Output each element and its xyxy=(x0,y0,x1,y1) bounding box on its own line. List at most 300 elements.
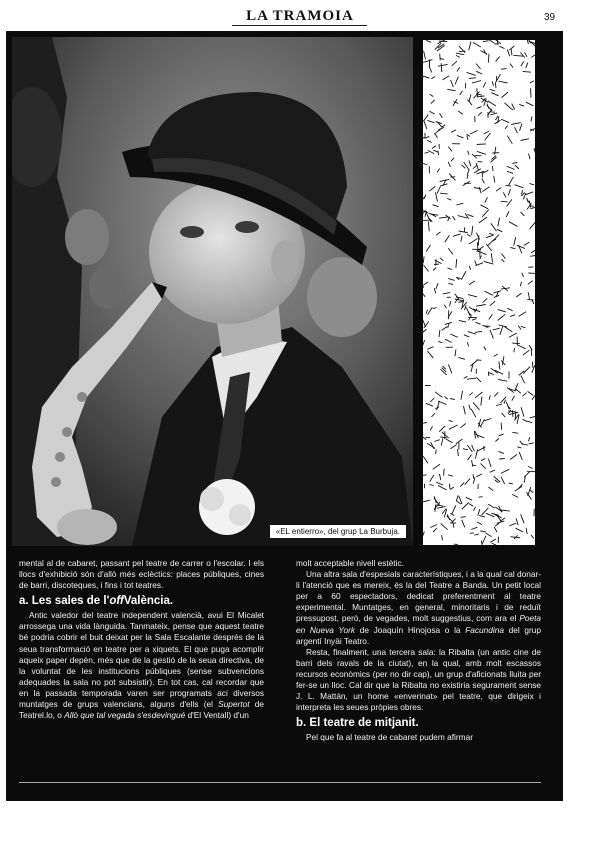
confetti-dash xyxy=(510,64,513,68)
confetti-dash xyxy=(469,94,471,102)
confetti-dash xyxy=(496,57,500,62)
confetti-dash xyxy=(469,42,471,51)
confetti-dash xyxy=(501,510,510,511)
confetti-dash xyxy=(490,539,496,542)
confetti-dash xyxy=(438,151,439,156)
masthead-rule xyxy=(232,25,367,26)
confetti-dash xyxy=(484,419,492,421)
confetti-dash xyxy=(473,165,477,169)
photo-saxophonist xyxy=(12,37,413,546)
confetti-dash xyxy=(450,399,455,400)
confetti-dash xyxy=(495,438,499,441)
confetti-dash xyxy=(519,104,524,106)
confetti-dash xyxy=(467,445,472,452)
confetti-dash xyxy=(468,455,472,461)
confetti-dash xyxy=(491,223,497,231)
confetti-dash xyxy=(493,328,500,330)
confetti-dash xyxy=(501,469,509,473)
confetti-dash xyxy=(469,281,475,285)
confetti-dash xyxy=(521,326,526,327)
confetti-dash xyxy=(428,221,429,231)
confetti-dash xyxy=(448,162,450,167)
confetti-dash xyxy=(462,520,465,528)
confetti-dash xyxy=(462,165,466,169)
confetti-dash xyxy=(489,395,490,399)
confetti-dash xyxy=(447,198,451,200)
confetti-dash xyxy=(500,326,503,335)
confetti-dash xyxy=(465,478,470,484)
confetti-dash xyxy=(440,113,443,118)
confetti-dash xyxy=(468,295,477,297)
confetti-dash xyxy=(442,125,445,128)
confetti-dash xyxy=(430,525,437,528)
confetti-dash xyxy=(423,456,428,463)
confetti-dash xyxy=(467,234,471,236)
confetti-dash xyxy=(441,63,442,72)
confetti-dash xyxy=(451,158,454,162)
confetti-dash xyxy=(476,434,485,438)
confetti-dash xyxy=(498,379,507,381)
confetti-dash xyxy=(526,528,527,534)
p2-title-1: Poeta en Nueva York xyxy=(296,613,541,635)
article-column-right xyxy=(296,558,541,743)
confetti-dash xyxy=(513,55,523,56)
confetti-dash xyxy=(512,343,520,344)
confetti-dash xyxy=(479,217,487,223)
confetti-dash xyxy=(531,348,532,356)
confetti-dash xyxy=(447,89,456,91)
confetti-dash xyxy=(433,268,436,271)
confetti-dash xyxy=(459,320,466,322)
confetti-dash xyxy=(505,327,513,332)
confetti-dash xyxy=(512,396,515,401)
confetti-dash xyxy=(484,346,486,350)
confetti-dash xyxy=(466,308,470,316)
confetti-dash xyxy=(515,127,518,133)
confetti-dash xyxy=(472,226,473,235)
confetti-dash xyxy=(444,305,446,308)
confetti-dash xyxy=(439,426,445,432)
confetti-dash xyxy=(457,67,460,71)
confetti-dash xyxy=(530,222,535,229)
confetti-dash xyxy=(484,131,489,134)
confetti-dash xyxy=(476,64,480,69)
confetti-dash xyxy=(519,452,522,460)
confetti-dash xyxy=(451,130,456,133)
confetti-dash xyxy=(452,61,457,66)
confetti-dash xyxy=(529,443,534,444)
confetti-dash xyxy=(530,183,535,185)
confetti-dash xyxy=(440,54,441,61)
confetti-dash xyxy=(498,309,506,312)
confetti-dash xyxy=(430,214,438,215)
confetti-dash xyxy=(485,133,491,141)
bottom-rule xyxy=(19,782,541,783)
confetti-dash xyxy=(491,253,492,262)
confetti-dash xyxy=(440,437,447,438)
confetti-dash xyxy=(475,260,477,265)
confetti-dash xyxy=(528,281,533,285)
masthead-title: LA TRAMOIA xyxy=(246,8,354,24)
confetti-dash xyxy=(472,154,477,158)
confetti-dash xyxy=(522,190,523,194)
confetti-dash xyxy=(516,528,524,532)
confetti-dash xyxy=(481,419,484,425)
confetti-dash xyxy=(477,151,486,154)
confetti-dash xyxy=(433,205,439,207)
confetti-dash xyxy=(521,139,529,141)
confetti-dash xyxy=(423,163,427,165)
confetti-dash xyxy=(504,103,510,108)
confetti-dash xyxy=(423,75,430,78)
confetti-dash xyxy=(523,350,530,355)
confetti-dash xyxy=(428,307,433,315)
confetti-dash xyxy=(423,329,427,334)
confetti-dash xyxy=(469,392,472,395)
confetti-dash xyxy=(426,40,431,42)
confetti-dash xyxy=(458,111,463,114)
confetti-dash xyxy=(477,522,482,525)
confetti-dash xyxy=(469,316,472,321)
confetti-dash xyxy=(436,449,437,454)
confetti-dash xyxy=(515,389,521,394)
confetti-dash xyxy=(473,507,475,511)
confetti-dash xyxy=(427,140,432,142)
confetti-dash xyxy=(461,271,466,280)
confetti-dash xyxy=(423,265,428,272)
confetti-dash xyxy=(502,92,509,98)
confetti-dash xyxy=(512,432,518,433)
confetti-dash xyxy=(486,244,491,251)
confetti-dash xyxy=(467,169,469,175)
confetti-dash xyxy=(490,301,495,306)
confetti-dash xyxy=(499,362,500,370)
confetti-dash xyxy=(488,487,493,491)
heading-a-text: a. Les sales de l' xyxy=(19,595,110,608)
confetti-dash xyxy=(443,76,450,80)
confetti-dash xyxy=(430,94,434,96)
confetti-dash xyxy=(463,449,468,450)
confetti-dash xyxy=(498,314,506,320)
confetti-dash xyxy=(445,339,452,342)
confetti-dash xyxy=(440,258,443,261)
confetti-dash xyxy=(458,449,459,456)
confetti-dash xyxy=(528,273,535,274)
confetti-dash xyxy=(442,535,443,540)
confetti-dash xyxy=(457,501,462,504)
confetti-dash xyxy=(526,192,533,195)
confetti-dash xyxy=(521,62,524,67)
confetti-dash xyxy=(506,402,509,410)
confetti-dash xyxy=(426,310,428,314)
confetti-pattern xyxy=(423,40,535,545)
confetti-dash xyxy=(509,523,516,526)
confetti-dash xyxy=(469,239,477,244)
confetti-dash xyxy=(485,197,488,202)
confetti-dash xyxy=(432,146,436,149)
confetti-dash xyxy=(482,536,486,544)
confetti-dash xyxy=(450,301,451,306)
confetti-dash xyxy=(431,77,435,79)
confetti-dash xyxy=(501,477,505,484)
confetti-dash xyxy=(509,412,518,414)
confetti-dash xyxy=(476,474,482,477)
confetti-dash xyxy=(527,299,533,300)
confetti-dash xyxy=(424,120,427,129)
confetti-dash xyxy=(464,335,469,337)
confetti-dash xyxy=(455,77,458,85)
confetti-dash xyxy=(528,391,534,395)
confetti-dash xyxy=(478,251,487,254)
confetti-dash xyxy=(456,55,460,57)
confetti-dash xyxy=(484,291,493,295)
confetti-dash xyxy=(430,398,434,402)
confetti-dash xyxy=(436,232,441,235)
confetti-dash xyxy=(495,523,499,526)
confetti-dash xyxy=(440,179,450,181)
confetti-dash xyxy=(426,245,430,252)
confetti-dash xyxy=(441,523,448,529)
confetti-dash xyxy=(457,135,464,137)
confetti-dash xyxy=(456,203,463,205)
confetti-dash xyxy=(490,89,496,91)
confetti-dash xyxy=(456,495,458,501)
confetti-dash xyxy=(429,66,432,73)
confetti-dash xyxy=(466,497,472,500)
confetti-dash xyxy=(472,445,475,451)
confetti-dash xyxy=(518,326,521,330)
p2-mid: de Joaquín Hinojosa o la xyxy=(355,624,466,635)
confetti-dash xyxy=(519,312,526,317)
confetti-dash xyxy=(496,116,499,120)
confetti-dash xyxy=(488,459,491,467)
confetti-dash xyxy=(474,92,480,99)
confetti-dash xyxy=(467,214,473,216)
confetti-dash xyxy=(481,397,482,406)
confetti-dash xyxy=(525,52,528,57)
confetti-dash xyxy=(467,175,468,179)
confetti-dash xyxy=(509,46,514,50)
confetti-dash xyxy=(501,423,502,430)
confetti-dash xyxy=(523,71,531,72)
paragraph-cabaret: Pel que fa al teatre de cabaret pudem afirmar xyxy=(306,732,473,743)
confetti-dash xyxy=(450,334,458,337)
confetti-dash xyxy=(444,469,445,476)
confetti-dash xyxy=(459,231,468,233)
confetti-dash xyxy=(436,283,438,289)
p1-title-2: Allò que tal vegada s'esdevingué xyxy=(64,710,186,721)
confetti-dash xyxy=(456,259,457,268)
photo-caption: «EL entierro», del grup La Burbuja. xyxy=(269,524,407,539)
confetti-dash xyxy=(464,376,468,378)
confetti-dash xyxy=(467,378,476,379)
confetti-dash xyxy=(471,409,476,417)
confetti-dash xyxy=(451,445,457,449)
confetti-dash xyxy=(491,93,498,96)
confetti-dash xyxy=(444,397,447,400)
confetti-dash xyxy=(515,165,519,169)
confetti-dash xyxy=(468,332,476,335)
confetti-dash xyxy=(456,53,464,55)
confetti-dash xyxy=(531,535,534,538)
confetti-dash xyxy=(502,259,505,262)
confetti-dash xyxy=(494,392,498,396)
confetti-dash xyxy=(439,330,440,337)
confetti-dash xyxy=(438,485,447,490)
confetti-dash xyxy=(424,282,428,285)
confetti-dash xyxy=(500,518,505,521)
confetti-dash xyxy=(476,305,486,307)
confetti-dash xyxy=(478,509,480,516)
confetti-dash xyxy=(521,514,525,523)
confetti-dash xyxy=(504,400,506,404)
confetti-dash xyxy=(473,402,480,410)
confetti-dash xyxy=(440,474,441,480)
confetti-dash xyxy=(464,406,466,414)
confetti-dash xyxy=(423,500,430,502)
confetti-dash xyxy=(521,212,525,216)
confetti-dash xyxy=(523,393,527,396)
confetti-dash xyxy=(452,505,456,514)
confetti-dash xyxy=(526,102,534,106)
confetti-dash xyxy=(521,376,525,384)
paragraph-intro: mental al de cabaret, passant pel teatre de carrer o l'escolar. I els llocs d'exhibició són d'allò més eclèctics: places públiques, cines de barri, discoteques, i fins i tot teatres. xyxy=(19,558,264,591)
confetti-dash xyxy=(465,305,467,310)
confetti-dash xyxy=(518,484,522,489)
confetti-dash xyxy=(512,104,515,110)
decorative-pattern-panel xyxy=(423,40,535,545)
confetti-dash xyxy=(507,136,512,144)
confetti-dash xyxy=(520,53,524,58)
confetti-dash xyxy=(469,307,475,311)
confetti-dash xyxy=(499,81,508,83)
paragraph-micalet xyxy=(19,610,264,721)
confetti-dash xyxy=(502,413,506,417)
confetti-dash xyxy=(531,53,535,57)
confetti-dash xyxy=(492,543,499,545)
confetti-dash xyxy=(423,532,424,537)
confetti-dash xyxy=(496,404,502,406)
confetti-dash xyxy=(423,340,425,345)
confetti-dash xyxy=(435,392,442,398)
confetti-dash xyxy=(430,111,435,114)
confetti-dash xyxy=(502,254,506,259)
confetti-dash xyxy=(438,341,442,342)
confetti-dash xyxy=(449,425,458,429)
confetti-dash xyxy=(476,163,478,170)
confetti-dash xyxy=(427,443,435,448)
confetti-dash xyxy=(530,206,534,207)
confetti-dash xyxy=(455,294,458,299)
confetti-dash xyxy=(526,63,528,68)
confetti-dash xyxy=(427,120,434,122)
confetti-dash xyxy=(476,377,481,382)
confetti-dash xyxy=(490,470,495,472)
confetti-dash xyxy=(427,351,433,358)
confetti-dash xyxy=(423,423,427,424)
confetti-dash xyxy=(510,108,514,110)
confetti-dash xyxy=(506,211,509,217)
confetti-dash xyxy=(459,51,466,52)
confetti-dash xyxy=(515,185,524,188)
confetti-dash xyxy=(477,144,486,145)
confetti-dash xyxy=(461,236,462,242)
confetti-dash xyxy=(424,51,426,60)
confetti-dash xyxy=(473,43,481,48)
confetti-dash xyxy=(483,82,486,87)
confetti-dash xyxy=(480,51,487,55)
confetti-dash xyxy=(474,534,479,535)
confetti-dash xyxy=(530,416,535,418)
confetti-dash xyxy=(434,440,439,442)
confetti-dash xyxy=(529,154,531,160)
confetti-dash xyxy=(433,528,437,532)
confetti-dash xyxy=(433,464,440,469)
paragraph-ribalta: Resta, finalment, una tercera sala: la Ribalta (un antic cine de barri dels ravals de la ciutat), en la qual, amb molt escassos recursos econòmics (per no dir cap), un grup d'aficionats lluita per fer-se un lloc. Cal dir que la Ribalta no existiria segurament sense J. L. Mattán, un home «enverinat» pel teatre, que dirigeix i interpreta les seues pròpies obres. xyxy=(296,646,541,713)
confetti-dash xyxy=(441,438,443,445)
confetti-dash xyxy=(453,234,461,236)
confetti-dash xyxy=(458,357,465,359)
confetti-dash xyxy=(437,40,446,44)
confetti-dash xyxy=(494,120,500,124)
confetti-dash xyxy=(448,268,453,269)
confetti-dash xyxy=(437,401,440,410)
confetti-dash xyxy=(455,349,456,356)
confetti-dash xyxy=(520,282,521,286)
confetti-dash xyxy=(471,527,477,529)
confetti-dash xyxy=(477,88,478,97)
confetti-dash xyxy=(522,273,524,277)
confetti-dash xyxy=(489,314,493,319)
confetti-dash xyxy=(510,454,517,459)
confetti-dash xyxy=(448,248,453,254)
confetti-dash xyxy=(434,264,439,265)
confetti-dash xyxy=(425,152,429,153)
confetti-dash xyxy=(481,458,485,460)
confetti-dash xyxy=(498,451,504,453)
confetti-dash xyxy=(494,527,497,532)
confetti-dash xyxy=(431,413,435,417)
confetti-dash xyxy=(448,283,453,284)
confetti-dash xyxy=(429,186,435,191)
confetti-dash xyxy=(482,187,489,192)
confetti-dash xyxy=(461,391,463,400)
confetti-dash xyxy=(501,69,506,70)
confetti-dash xyxy=(520,124,522,131)
heading-a-italic: off xyxy=(109,595,124,608)
confetti-dash xyxy=(472,460,473,467)
confetti-dash xyxy=(462,503,469,510)
confetti-dash xyxy=(460,91,463,95)
confetti-dash xyxy=(423,60,432,63)
confetti-dash xyxy=(511,50,512,56)
confetti-dash xyxy=(475,322,480,324)
confetti-dash xyxy=(522,419,527,421)
confetti-dash xyxy=(524,242,530,245)
confetti-dash xyxy=(469,160,471,166)
confetti-dash xyxy=(423,319,426,328)
confetti-dash xyxy=(486,235,494,238)
confetti-dash xyxy=(508,410,511,414)
confetti-dash xyxy=(473,474,474,478)
confetti-dash xyxy=(528,292,529,299)
confetti-dash xyxy=(523,367,530,374)
confetti-dash xyxy=(423,197,425,202)
section-heading-a xyxy=(19,594,264,608)
confetti-dash xyxy=(446,439,453,443)
p2-text: Una altra sala d'espesials característiques, i a la qual cal donar-li l'atenció que es mereix, és la del Teatre a Banda. Un petit local per a 60 espectadors, dedicat preferentment al teatre experimental. Muntatges, en general, minoritaris i de reduït pressupost, però, de vegades, molt suggestius, com ara el xyxy=(296,569,541,624)
confetti-dash xyxy=(477,360,482,361)
